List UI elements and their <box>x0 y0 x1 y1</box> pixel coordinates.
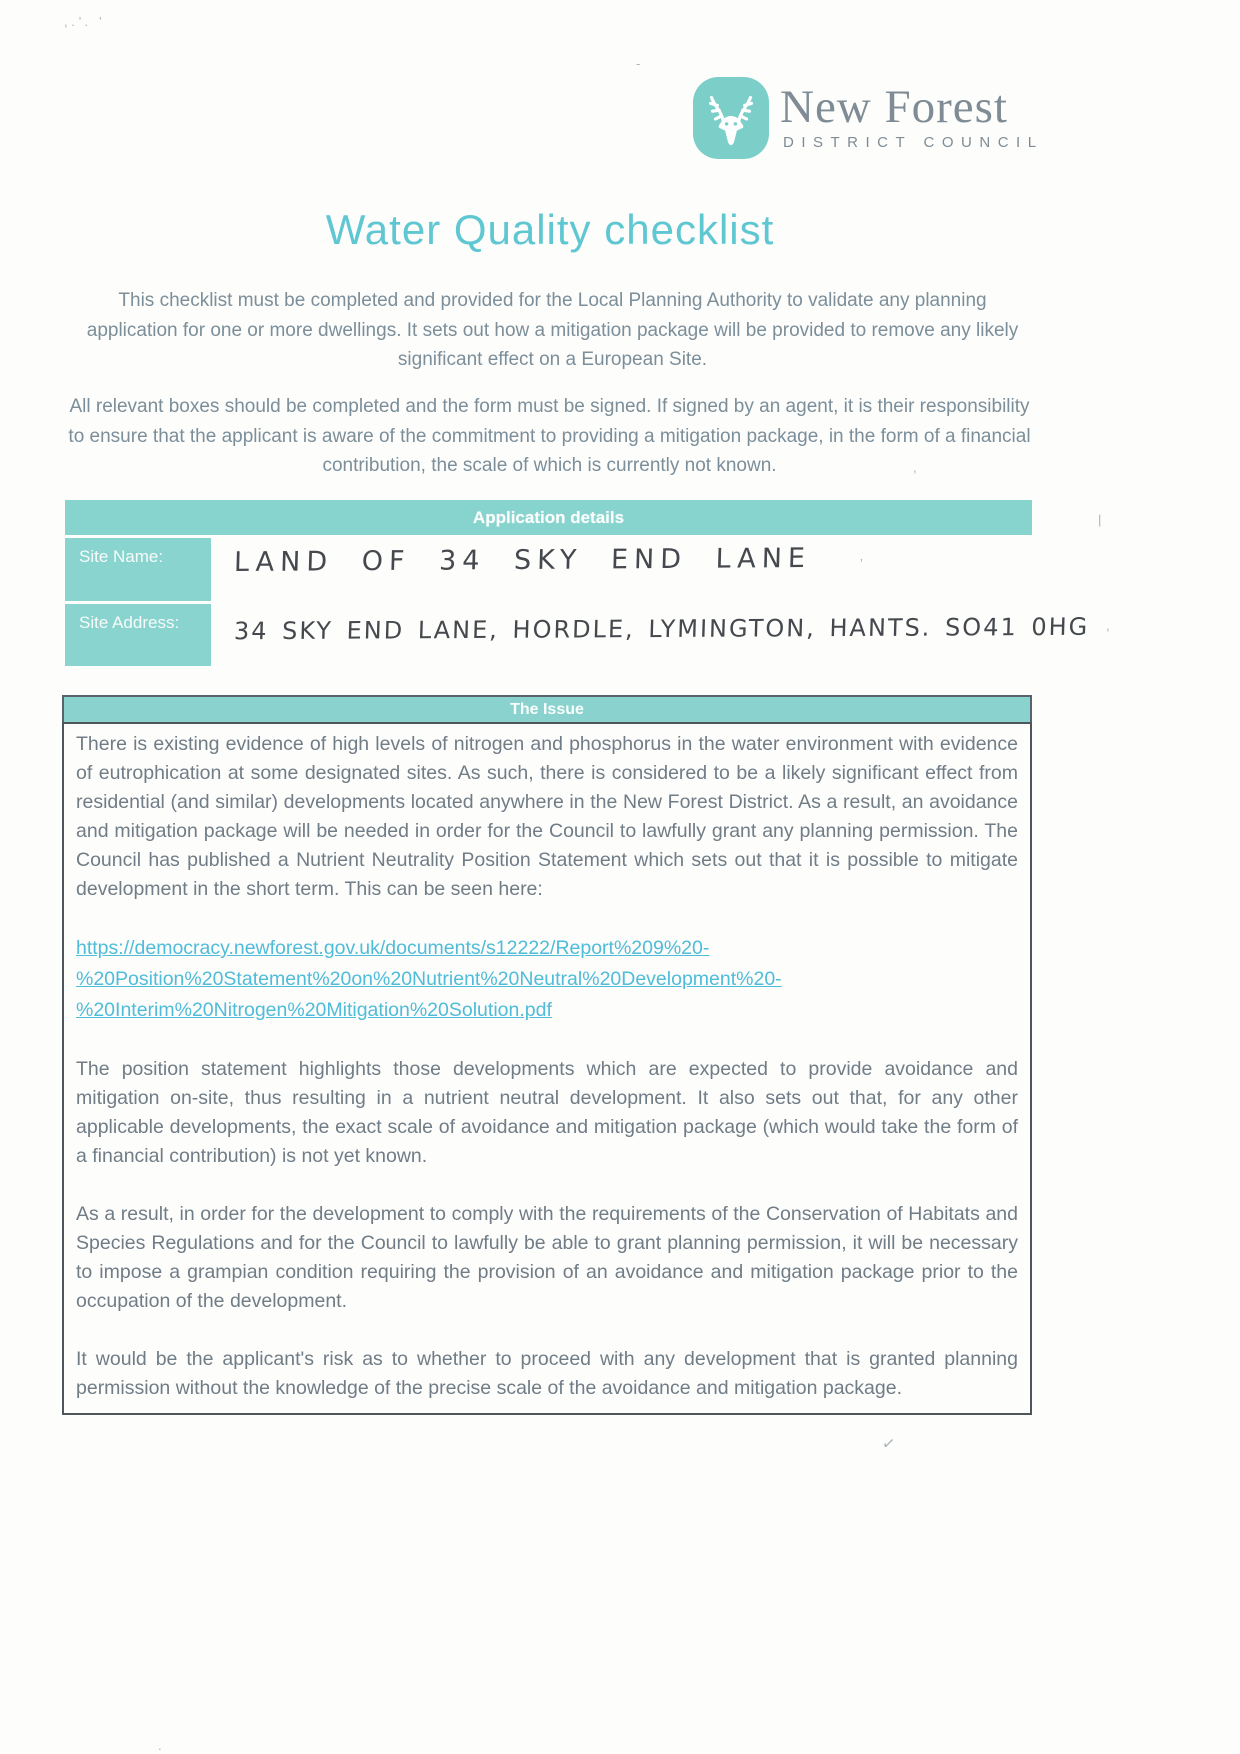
site-name-label: Site Name: <box>65 538 211 601</box>
position-statement-link-line-1[interactable]: https://democracy.newforest.gov.uk/documents/s12222/Report%209%20- <box>76 937 710 959</box>
site-name-row <box>65 538 1032 601</box>
issue-text-box <box>62 722 1032 1415</box>
scan-artifact: , <box>913 460 917 475</box>
issue-paragraph-1: The position statement highlights those developments which are expected to provide avoidance and mitigation on-site, thus resulting in a nutrient neutral development. It also sets out that, for any other applicable developments, the exact scale of avoidance and mitigation package (which would take the form of a financial contribution) is not yet known. <box>76 1058 1018 1167</box>
issue-paragraph-intro: There is existing evidence of high levels of nitrogen and phosphorus in the water environment with evidence of eutrophication at some designated sites. As such, there is considered to be a likely significant effect from residential (and similar) developments located anywhere in the New Forest District. As a result, an avoidance and mitigation package will be needed in order for the Council to lawfully grant any planning permission. The Council has published a Nutrient Neutrality Position Statement which sets out that it is possible to mitigate development in the short term. This can be seen here: <box>76 733 1018 900</box>
site-address-value-area <box>211 604 1090 666</box>
intro-paragraph-2: All relevant boxes should be completed and the form must be signed. If signed by an agent, it is their responsibility to ensure that the applicant is aware of the commitment to providing a mitigation package, in the form of a financial contribution, the scale of which is currently not known. <box>68 396 1031 476</box>
logo-subtitle: DISTRICT COUNCIL <box>783 134 1044 151</box>
position-statement-link-line-2[interactable]: %20Position%20Statement%20on%20Nutrient%20Neutral%20Development%20- <box>76 968 782 990</box>
site-name-value-area <box>211 538 1032 601</box>
application-details-table <box>65 500 1090 666</box>
application-details-header: Application details <box>65 500 1032 535</box>
logo-name: New Forest <box>780 81 1008 133</box>
deer-icon <box>692 76 770 160</box>
scan-artifact: ✓ <box>880 1435 897 1454</box>
scan-artifact: , . ’ . ’ <box>64 14 102 29</box>
scan-artifact: - <box>636 56 641 71</box>
council-logo <box>692 76 1044 160</box>
site-address-row <box>65 604 1090 666</box>
issue-paragraph-3: It would be the applicant's risk as to whether to proceed with any development that is granted planning permission without the knowledge of the precise scale of the avoidance and mitigation package. <box>76 1348 1018 1399</box>
issue-section-header: The Issue <box>62 695 1032 722</box>
issue-paragraph-2: As a result, in order for the development to comply with the requirements of the Conservation of Habitats and Species Regulations and for the Council to lawfully be able to grant planning permission, it will be necessary to impose a grampian condition requiring the provision of an avoidance and mitigation package prior to the occupation of the development. <box>76 1203 1018 1312</box>
page-title: Water Quality checklist <box>325 206 775 253</box>
scan-artifact: . <box>158 1738 162 1753</box>
site-address-handwritten-value: 34 SKY END LANE, HORDLE, LYMINGTON, HANTS. SO41 0HG <box>233 612 1090 646</box>
scan-artifact: | <box>1098 512 1102 527</box>
position-statement-link-line-3[interactable]: %20Interim%20Nitrogen%20Mitigation%20Solution.pdf <box>76 999 552 1021</box>
scan-artifact: , <box>1106 618 1110 633</box>
intro-paragraph-1: This checklist must be completed and provided for the Local Planning Authority to validate any planning application for one or more dwellings. It sets out how a mitigation package will be provided to remove any likely significant effect on a European Site. <box>86 290 1019 370</box>
site-address-label: Site Address: <box>65 604 211 666</box>
site-name-handwritten-value: LAND OF 34 SKY END LANE <box>233 542 812 579</box>
position-statement-link[interactable] <box>76 933 1018 1026</box>
issue-section <box>62 695 1032 1415</box>
scan-artifact: ’ <box>860 556 863 571</box>
